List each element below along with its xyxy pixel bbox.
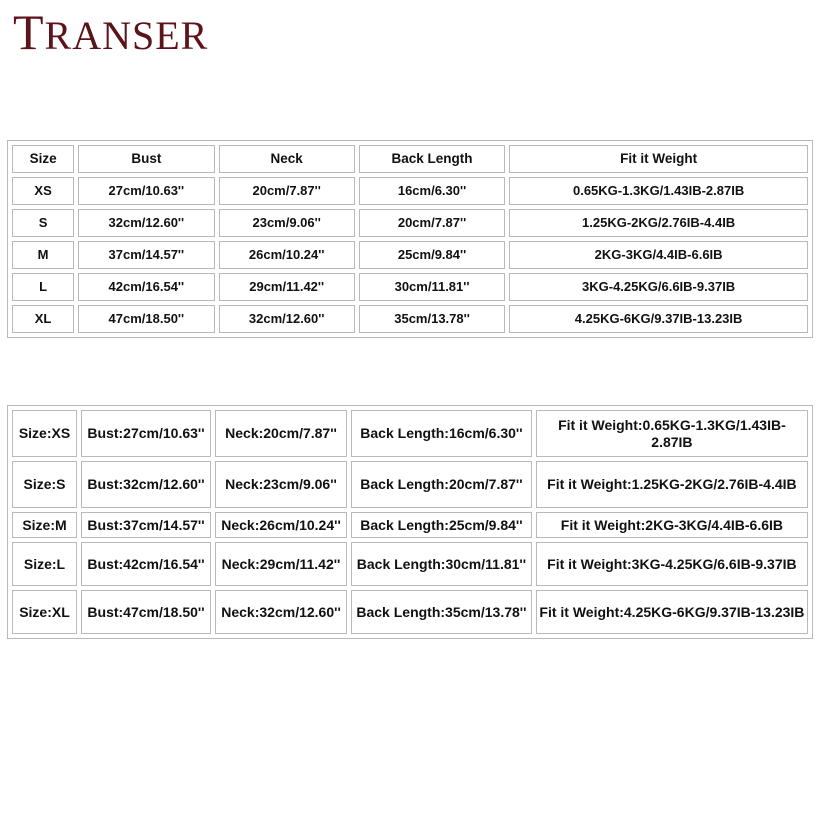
cell-neck: 23cm/9.06'' [219,209,355,237]
cell-back-length: 30cm/11.81'' [359,273,505,301]
cell-fit-weight: Fit it Weight:4.25KG-6KG/9.37IB-13.23IB [536,590,808,634]
cell-back-length: Back Length:25cm/9.84'' [351,512,532,538]
header-cell-fit-weight: Fit it Weight [509,145,808,173]
table-row [12,410,808,457]
cell-neck: 20cm/7.87'' [219,177,355,205]
cell-bust: 27cm/10.63'' [78,177,214,205]
cell-bust: 42cm/16.54'' [78,273,214,301]
brand-logo-initial: T [13,4,45,60]
cell-size: S [12,209,74,237]
cell-bust: Bust:47cm/18.50'' [81,590,211,634]
cell-size: L [12,273,74,301]
cell-size: Size:XL [12,590,77,634]
cell-bust: Bust:27cm/10.63'' [81,410,211,457]
cell-bust: 37cm/14.57'' [78,241,214,269]
table-row [12,305,808,333]
cell-neck: 29cm/11.42'' [219,273,355,301]
table-row [12,177,808,205]
cell-back-length: Back Length:30cm/11.81'' [351,542,532,586]
cell-fit-weight: 2KG-3KG/4.4IB-6.6IB [509,241,808,269]
cell-size: Size:XS [12,410,77,457]
cell-neck: Neck:32cm/12.60'' [215,590,347,634]
cell-back-length: 35cm/13.78'' [359,305,505,333]
size-chart-table [7,140,813,338]
cell-fit-weight: 1.25KG-2KG/2.76IB-4.4IB [509,209,808,237]
cell-bust: Bust:32cm/12.60'' [81,461,211,508]
cell-back-length: 25cm/9.84'' [359,241,505,269]
cell-fit-weight: Fit it Weight:2KG-3KG/4.4IB-6.6IB [536,512,808,538]
brand-logo [13,4,209,60]
cell-bust: 32cm/12.60'' [78,209,214,237]
cell-back-length: 16cm/6.30'' [359,177,505,205]
table-row [12,273,808,301]
cell-back-length: Back Length:16cm/6.30'' [351,410,532,457]
table-row [12,512,808,538]
cell-fit-weight: 0.65KG-1.3KG/1.43IB-2.87IB [509,177,808,205]
cell-neck: Neck:20cm/7.87'' [215,410,347,457]
cell-fit-weight: Fit it Weight:0.65KG-1.3KG/1.43IB-2.87IB [536,410,808,457]
size-label-table [7,405,813,639]
table-row [12,542,808,586]
header-cell-neck: Neck [219,145,355,173]
cell-back-length: 20cm/7.87'' [359,209,505,237]
table-row [12,241,808,269]
cell-fit-weight: Fit it Weight:3KG-4.25KG/6.6IB-9.37IB [536,542,808,586]
cell-neck: Neck:29cm/11.42'' [215,542,347,586]
cell-size: Size:S [12,461,77,508]
cell-neck: Neck:26cm/10.24'' [215,512,347,538]
cell-neck: 26cm/10.24'' [219,241,355,269]
cell-fit-weight: Fit it Weight:1.25KG-2KG/2.76IB-4.4IB [536,461,808,508]
cell-back-length: Back Length:35cm/13.78'' [351,590,532,634]
cell-back-length: Back Length:20cm/7.87'' [351,461,532,508]
cell-size: M [12,241,74,269]
cell-bust: Bust:37cm/14.57'' [81,512,211,538]
brand-logo-rest: RANSER [44,13,209,58]
cell-fit-weight: 3KG-4.25KG/6.6IB-9.37IB [509,273,808,301]
cell-bust: Bust:42cm/16.54'' [81,542,211,586]
table-row [12,461,808,508]
cell-neck: Neck:23cm/9.06'' [215,461,347,508]
header-cell-bust: Bust [78,145,214,173]
header-cell-back-length: Back Length [359,145,505,173]
table-header-row [12,145,808,173]
cell-neck: 32cm/12.60'' [219,305,355,333]
cell-bust: 47cm/18.50'' [78,305,214,333]
cell-size: Size:L [12,542,77,586]
cell-fit-weight: 4.25KG-6KG/9.37IB-13.23IB [509,305,808,333]
cell-size: XS [12,177,74,205]
cell-size: XL [12,305,74,333]
cell-size: Size:M [12,512,77,538]
table-row [12,209,808,237]
header-cell-size: Size [12,145,74,173]
table-row [12,590,808,634]
